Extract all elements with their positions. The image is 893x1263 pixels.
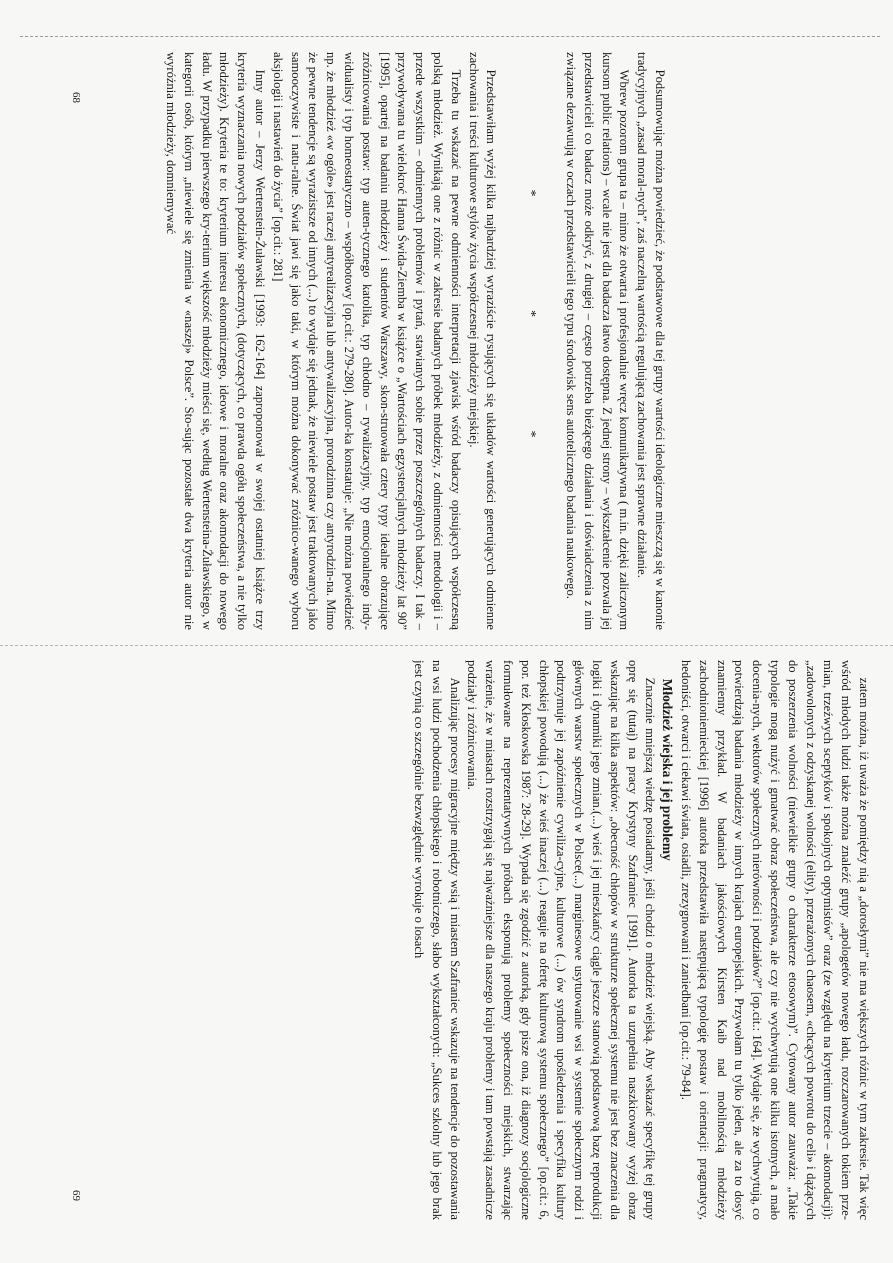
paragraph: Analizując procesy migracyjne między wsią i miastem Szafraniec wskazuje na tendencje do pozostawania na wsi ludzi pochodzenia chłopskiego i robotniczego, słabo wykształconych: „Sukces szkolny lub jego brak jest czynią co szczególnie bezwzględnie wyrokuje o losach (412, 660, 462, 1220)
page-number: 69 (70, 1190, 82, 1201)
paragraph: Podsumowując można powiedzieć, że podstawowe dla tej grupy wartości ideologiczne mieszczą się w kanonie tradycyjnych „zasad moral-nych”, zaś naczelną wartością regulującą zachowania jest sprawne działanie. (635, 52, 667, 630)
paragraph: zatem można, iż uważa że pomiędzy nią a „dorosłymi” nie ma większych różnic w tym zakresie. Tak więc wśród młodych ludzi także można znaleźć grupy „apologetów nowego ładu, rozczarowanych tokiem prze-mian, trzeźwych sceptyków i spokojnych optymistów” oraz (ze względu na kryterium trzecie – akomodacji): „zadowolonych z odzyskanej wolności (elity), przerażonych chaosem, «chcących powrotu do celi» i dążących do poszerzenia wolności (niewielkie grupy o charakterze etosowym)”. Cytowany autor zauważa: „Takie typologie mogą nużyć i gmatwać obraz społeczeństwa, ale czy nie wychwytują one kilku istotnych, a mało docenia-nych, wektorów społecznych nierówności i podziałów?” [op.cit.: 164]. Wydaje się, że wychwytują, co potwierdzają badania młodzieży w innych krajach europejskich. Przywołam tu tylko jeden, ale za to dosyć znamienny przykład. W badaniach jakościowych Kirsten Kaib nad mobilnością młodzieży zachodnioniemieckiej [1996] autorka przedstawiła następującą typologię postaw i orientacji: pragmatycy, hedoniści, otwarci i ciekawi świata, osiadli, zrezygnowani i zaniedbani [op.cit.: 79-84]. (679, 660, 871, 1220)
section-separator: * * * (523, 189, 539, 493)
paragraph: Inny autor – Jerzy Wertenstein-Żuławski [1993: 162-164] zaproponował w swojej ostatniej książce trzy kryteria wyznaczania nowych podziałów społecznych, (dotyczących, co prawda ogółu społeczeństwa, a nie tylko młodzieży). Kryteria te to: kryterium interesu ekonomicznego, ideowe i moralne oraz akomodacji do nowego ładu. W przypadku pierwszego kry-terium większość młodzieży mieści się, według Wertensteina-Żuławskiego, w kategorii osób, którym „niewiele się zmienia w «naszej» Polsce”. Sto-sując pozostałe dwa kryteria autor nie wyróżnia młodzieży, domniemywać (164, 52, 268, 630)
page-68 (68, 52, 668, 630)
page-69 (122, 660, 872, 1220)
page-fold (0, 645, 893, 646)
top-edge-line (20, 36, 880, 37)
page-number: 68 (70, 92, 82, 103)
paragraph: Przedstawiłam wyżej kilka najbardziej wyraziście rysujących się układów wartości generujących odmienne zachowania i treści kulturowe stylów życia współczesnej młodzieży miejskiej. (466, 52, 499, 630)
paragraph: Trzeba tu wskazać na pewne odmienności interpretacji zjawisk wśród badaczy opisujących współczesną polską młodzież. Wynikają one z różnic w zakresie badanych próbek młodzieży, z odmienności metodologii i – przede wszystkim – odmiennych problemów i pytań, stawianych sobie przez poszczególnych badaczy. I tak – przywoływana tu wielokroć Hanna Świda-Ziemba w książce o „Wartościach egzystencjalnych młodzieży lat 90” [1995], opartej na badaniu młodzieży i studentów Warszawy, skon-struowała cztery typy idealne obrazujące zróżnicowania postaw: typ auten-tycznego katolika, typ chłodno – rywalizacyjny, typ emocjonalnego indy-widualisty i typ homeostatyczno – współbotowy [op.cit.: 279-280]. Autor-ka konstatuje: „Nie można powiedzieć np. że młodzież «w ogóle» jest raczej antyrealizacyjna lub antywalizacyjna, prorodzinna czy antyrodzin-na. Mimo że pewne tendencje są wyrazistsze od innych (...) to wydaje się jednak, że niewiele postaw jest traktowanych jako samooczywiste i natu-ralne. Świat jawi się jako taki, w którym można dokonywać zróżnico-wanego wyboru aksjologii i nastawień do życia” [op.cit.: 281] (270, 52, 463, 630)
paragraph: Wbrew pozorom grupa ta – mimo że otwarta i profesjonalnie wręcz komunikatywna ( m.in. dzięki zaliczonym kursom public relations) – wcale nie jest dla badacza łatwo dostępna. Z jednej strony – wykształcenie pozwala jej przedstawicieli co badacz może odkryć, z drugiej – często potrzeba bieżącego działania i doświadczenia z nim związane dezawuują w oczach przedstawicieli tego typu środowisk sens autotelicznego badania naukowego. (564, 52, 632, 630)
section-heading: Młodzież wiejska i jej problemy (660, 678, 676, 861)
paragraph: Znacznie mniejszą wiedzę posiadamy, jeśli chodzi o młodzież wiejską. Aby wskazać specyfikę tej grupy oprę się (tutaj) na pracy Krystyny Szafraniec [1991]. Autorka ta uzupełnia naszkicowany wyżej obraz wskazując na kilka aspektów: „obecność chłopów w strukturze społecznej systemu nie jest bez znaczenia dla logiki i dynamiki jego zmian.(...) wieś i jej mieszkańcy ciągle jeszcze stanowią podstawową bazę reprodukcji głównych warstw społecznych w Polsce(...) marginesowe usytuowanie wsi w systemie społecznym rodzi i podtrzymuje jej zapóźnienie cywiliza-cyjne, kulturowe (...) ów syndrom upośledzenia i specyfika kultury chłopskiej powodują (...) że wieś inaczej (...) reaguje na ofertę kulturową systemu społecznego” [op.cit.: 6, por. też Kłoskowska 1987: 28-29]. Wypada się zgodzić z autorką, gdy pisze ona, iż diagnozy socjologiczne formułowane na reprezentatywnych próbach eksponują problemy społeczności miejskich, stwarzając wrażenie, że w miastach rozstrzygają się najważniejsze dla naszego kraju problemy i tam powstają zasadnicze podziały i zróżnicowania. (465, 660, 658, 1220)
